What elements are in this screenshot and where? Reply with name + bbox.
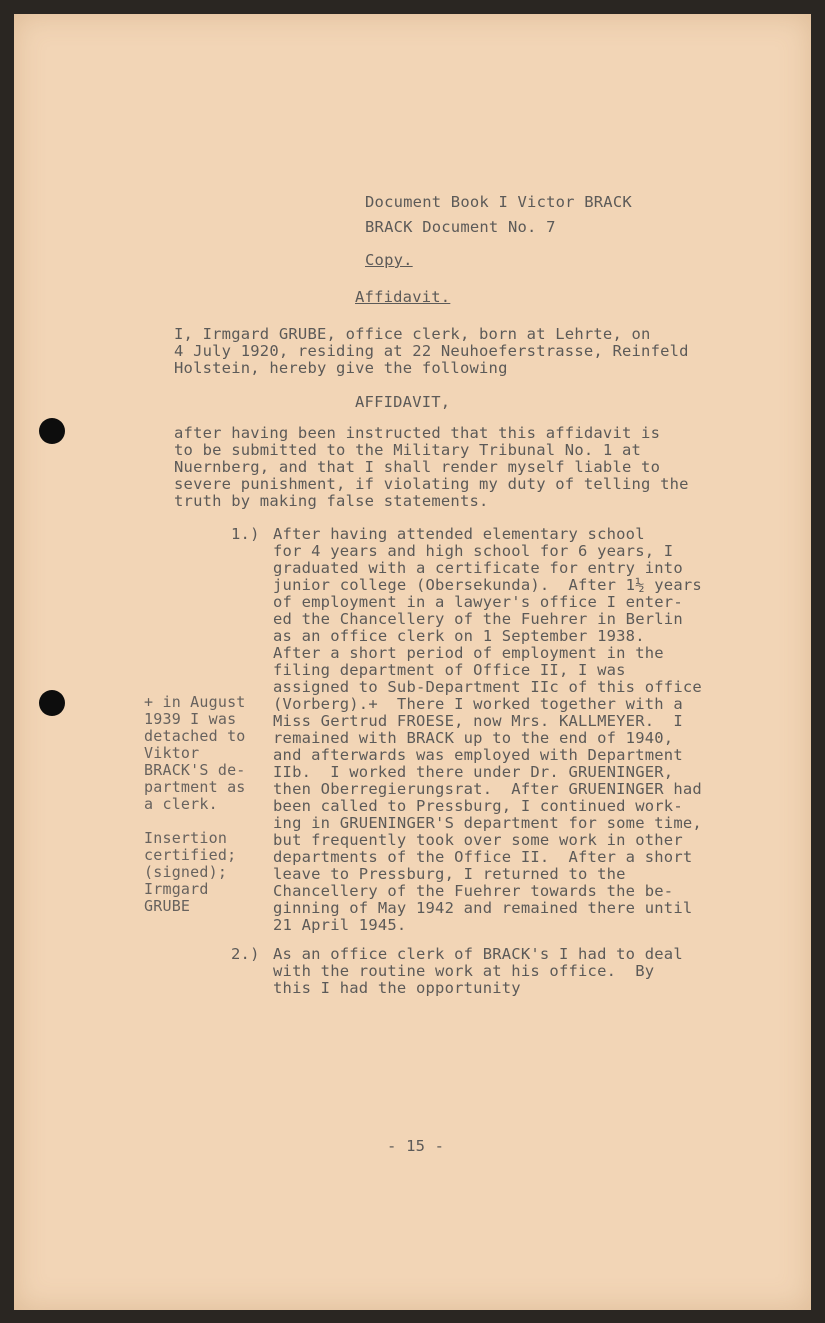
punch-hole-top (39, 418, 65, 444)
preamble-line: Nuernberg, and that I shall render myself liable to (174, 458, 661, 476)
item-line: After a short period of employment in the (273, 644, 664, 662)
item-line: for 4 years and high school for 6 years, I (273, 542, 674, 560)
margin-note-line: detached to (144, 727, 246, 745)
margin-note-line: GRUBE (144, 897, 191, 915)
item-line: Chancellery of the Fuehrer towards the be- (273, 882, 674, 900)
document-book-line: Document Book I Victor BRACK (365, 193, 632, 211)
margin-note-line: 1939 I was (144, 710, 237, 728)
item-line: (Vorberg).+ There I worked together with a (273, 695, 683, 713)
item-line: assigned to Sub-Department IIc of this office (273, 678, 702, 696)
preamble-line: severe punishment, if violating my duty of telling the (174, 475, 689, 493)
item-line: After having attended elementary school (273, 525, 645, 543)
margin-note-line: certified; (144, 846, 237, 864)
document-page (14, 14, 811, 1310)
item-line: ing in GRUENINGER'S department for some time, (273, 814, 702, 832)
item-line: Miss Gertrud FROESE, now Mrs. KALLMEYER. I (273, 712, 683, 730)
item-line: junior college (Obersekunda). After 1½ years (273, 576, 702, 594)
margin-note-line: Insertion (144, 829, 228, 847)
preamble-line: after having been instructed that this affidavit is (174, 424, 661, 442)
item-line: 21 April 1945. (273, 916, 407, 934)
punch-hole-middle (39, 690, 65, 716)
item-line: IIb. I worked there under Dr. GRUENINGER, (273, 763, 674, 781)
item-line: then Oberregierungsrat. After GRUENINGER had (273, 780, 702, 798)
item-line: been called to Pressburg, I continued work- (273, 797, 683, 815)
preamble-line: to be submitted to the Military Tribunal No. 1 at (174, 441, 642, 459)
margin-note-line: (signed); (144, 863, 228, 881)
item-line: As an office clerk of BRACK's I had to deal (273, 945, 683, 963)
margin-note-line: a clerk. (144, 795, 218, 813)
item-2-number: 2.) (231, 945, 260, 963)
item-line: leave to Pressburg, I returned to the (273, 865, 626, 883)
item-line: departments of the Office II. After a short (273, 848, 693, 866)
item-line: remained with BRACK up to the end of 1940, (273, 729, 674, 747)
document-title: Affidavit. (355, 288, 451, 306)
item-line: of employment in a lawyer's office I enter- (273, 593, 683, 611)
margin-note-line: partment as (144, 778, 246, 796)
item-line: this I had the opportunity (273, 979, 521, 997)
copy-label: Copy. (365, 251, 413, 269)
margin-note-line: Viktor (144, 744, 200, 762)
item-line: graduated with a certificate for entry into (273, 559, 683, 577)
item-line: ginning of May 1942 and remained there until (273, 899, 693, 917)
item-line: filing department of Office II, I was (273, 661, 626, 679)
item-1-number: 1.) (231, 525, 260, 543)
preamble-line: truth by making false statements. (174, 492, 489, 510)
document-number-line: BRACK Document No. 7 (365, 218, 556, 236)
intro-line: Holstein, hereby give the following (174, 359, 508, 377)
page-number: - 15 - (387, 1137, 445, 1155)
margin-note-line: + in August (144, 693, 246, 711)
margin-note-line: Irmgard (144, 880, 209, 898)
item-line: and afterwards was employed with Department (273, 746, 683, 764)
affidavit-heading: AFFIDAVIT, (355, 393, 451, 411)
item-line: as an office clerk on 1 September 1938. (273, 627, 645, 645)
item-line: but frequently took over some work in other (273, 831, 683, 849)
intro-line: I, Irmgard GRUBE, office clerk, born at Lehrte, on (174, 325, 651, 343)
item-line: with the routine work at his office. By (273, 962, 655, 980)
intro-line: 4 July 1920, residing at 22 Neuhoeferstrasse, Reinfeld (174, 342, 689, 360)
margin-note-line: BRACK'S de- (144, 761, 246, 779)
item-line: ed the Chancellery of the Fuehrer in Berlin (273, 610, 683, 628)
